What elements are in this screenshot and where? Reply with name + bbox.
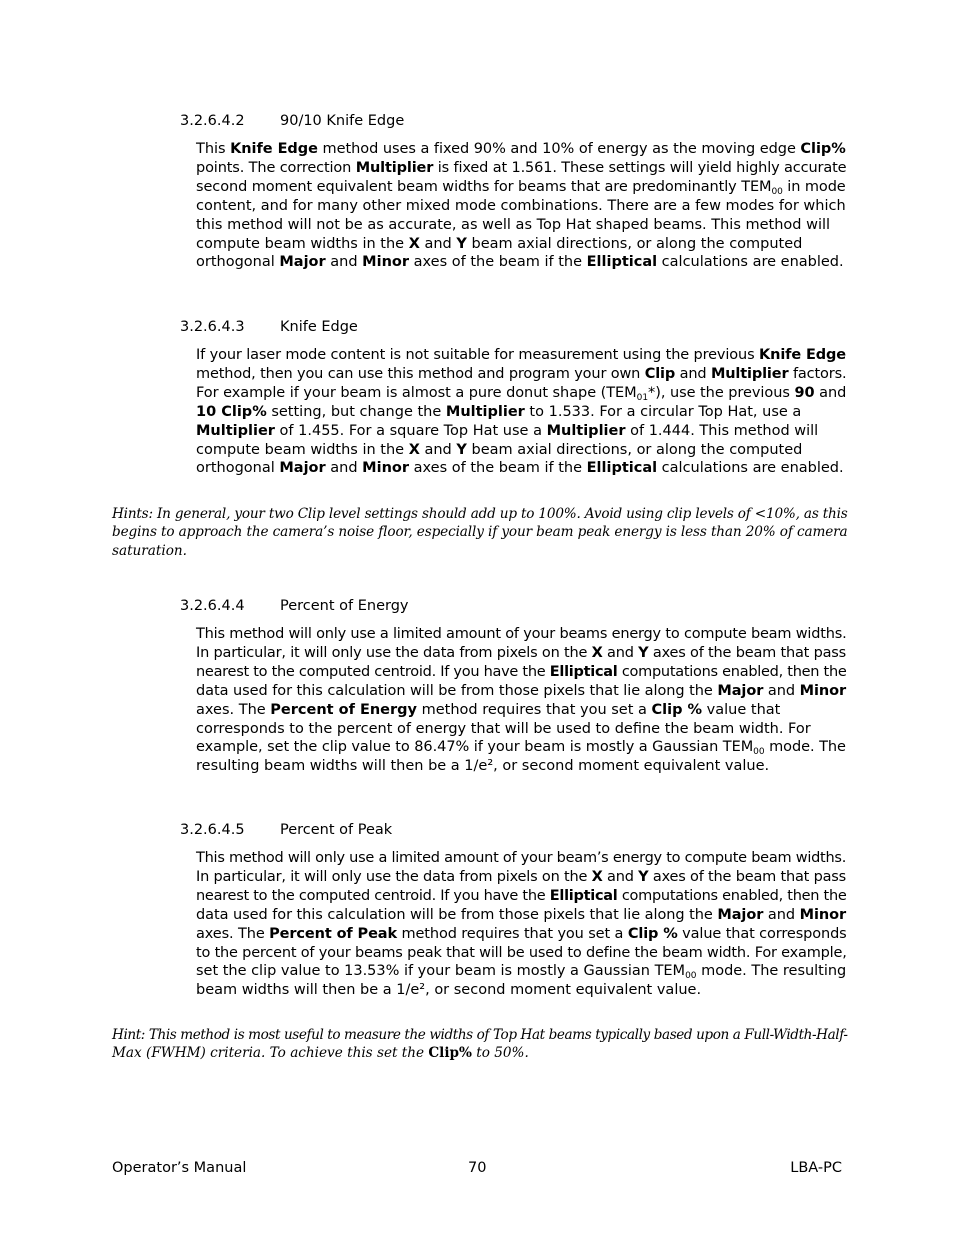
text-line (196, 422, 846, 441)
text-run: and (602, 644, 639, 661)
text-line (196, 868, 846, 887)
text-line (196, 738, 846, 757)
text-run: computations enabled, then the (617, 887, 847, 904)
bold-term: Multiplier (355, 159, 434, 176)
text-run: and (763, 682, 800, 699)
bold-term: X (408, 441, 420, 458)
text-run: of 1.455. For a square Top Hat use a (274, 422, 547, 439)
bold-term: Minor (799, 906, 847, 923)
text-run: to 50%. (471, 1045, 529, 1062)
bold-term: Minor (362, 254, 410, 271)
text-run: method requires that you set a (417, 701, 652, 718)
text-run: and (814, 384, 847, 401)
text-run: resulting beam widths will then be a 1/e², or second moment equivalent value. (196, 758, 770, 775)
bold-term: Clip % (627, 925, 678, 942)
text-run: orthogonal (196, 254, 280, 271)
footer-manual-title: Operator’s Manual (112, 1160, 247, 1176)
text-run: and (419, 235, 457, 252)
text-run: of 1.444. This method will (625, 422, 819, 439)
text-line (196, 720, 846, 739)
text-line (112, 505, 847, 523)
bold-term: Multiplier (196, 422, 275, 439)
section-title: 90/10 Knife Edge (280, 113, 405, 129)
text-run: beam axial directions, or along the computed (466, 235, 803, 252)
text-line (196, 906, 846, 925)
text-run: This (196, 141, 231, 157)
text-run: For example if your beam is almost a pure donut shape (TEM (196, 384, 637, 401)
text-line (196, 944, 846, 963)
bold-term: Elliptical (549, 663, 618, 680)
text-run: beam axial directions, or along the computed (466, 441, 803, 458)
text-run: compute beam widths in the (196, 235, 409, 252)
bold-term: X (408, 235, 420, 252)
text-run: calculations are enabled. (657, 460, 844, 477)
text-line (196, 403, 846, 422)
section-heading-percent-of-peak (180, 821, 392, 840)
bold-term: Major (279, 460, 326, 477)
text-run: mode. The (764, 739, 846, 756)
text-line (112, 542, 847, 560)
text-line (196, 962, 846, 981)
text-run: In particular, it will only use the data from pixels on the (196, 644, 592, 661)
bold-term: Y (638, 644, 649, 661)
text-line (196, 682, 846, 701)
text-run: nearest to the computed centroid. If you have the (196, 663, 550, 680)
text-run: axes of the beam that pass (648, 868, 847, 885)
section-body-percent-of-peak (196, 849, 846, 1000)
text-run: method requires that you set a (396, 925, 628, 942)
section-title: Knife Edge (280, 319, 358, 335)
text-run: This method will only use a limited amount of your beam’s energy to compute beam widths. (196, 850, 847, 866)
text-run: axes of the beam if the (409, 254, 587, 271)
bold-term: 90 (794, 384, 815, 401)
bold-term: Clip% (800, 141, 846, 157)
text-line (196, 644, 846, 663)
hint-fwhm (112, 1026, 847, 1063)
text-line (196, 178, 846, 197)
text-run: data used for this calculation will be from those pixels that lie along the (196, 682, 718, 699)
text-run: example, set the clip value to 86.47% if your beam is mostly a Gaussian TEM (196, 739, 754, 756)
text-run: If your laser mode content is not suitable for measurement using the previous (196, 347, 760, 363)
text-run: begins to approach the camera’s noise floor, especially if your beam peak energy is less than 20% of camera (112, 524, 848, 541)
bold-term: Knife Edge (759, 347, 846, 363)
text-run: method, then you can use this method and program your own (196, 365, 645, 382)
bold-term: Y (456, 235, 467, 252)
text-run: and (419, 441, 457, 458)
section-number: 3.2.6.4.3 (180, 319, 245, 335)
section-heading-percent-of-energy (180, 597, 409, 616)
section-heading-knife-edge (180, 318, 358, 337)
text-run: Max (FWHM) criteria. To achieve this set the (112, 1045, 429, 1062)
text-line (196, 346, 846, 365)
text-run: beam widths will then be a 1/e², or second moment equivalent value. (196, 982, 702, 999)
section-title: Percent of Energy (280, 598, 409, 614)
text-line (196, 981, 846, 1000)
bold-term: Percent of Peak (269, 925, 397, 942)
text-line (196, 253, 846, 272)
text-run: calculations are enabled. (657, 254, 844, 271)
text-run: setting, but change the (266, 403, 446, 420)
bold-term: Elliptical (549, 887, 618, 904)
bold-term: Multiplier (546, 422, 626, 439)
bold-term: Knife Edge (230, 141, 318, 157)
text-run: method uses a fixed 90% and 10% of energy as the moving edge (317, 141, 801, 157)
text-run: is fixed at 1.561. These settings will yield highly accurate (433, 159, 847, 176)
text-run: in mode (782, 178, 846, 195)
bold-term: Major (717, 906, 764, 923)
text-line (196, 757, 846, 776)
text-run: Hint: This method is most useful to measure the widths of Top Hat beams typically based upon a Full-Width-Half- (112, 1027, 848, 1043)
text-run: This method will only use a limited amount of your beams energy to compute beam widths. (196, 626, 847, 642)
bold-term: X (591, 644, 603, 661)
text-line (196, 140, 846, 159)
text-run: orthogonal (196, 460, 280, 477)
bold-term: Y (456, 441, 467, 458)
text-line (196, 459, 846, 478)
text-line (196, 441, 846, 460)
bold-term: Major (717, 682, 764, 699)
text-line (196, 159, 846, 178)
section-body-knife-edge (196, 346, 846, 478)
text-run: value that corresponds (677, 925, 847, 942)
text-run: and (325, 460, 363, 477)
bold-term: Multiplier (445, 403, 525, 420)
text-run: and (325, 254, 363, 271)
section-body-90-10-knife-edge (196, 140, 846, 272)
text-line (196, 216, 846, 235)
text-line (112, 1026, 847, 1044)
bold-term: Multiplier (710, 365, 789, 382)
text-line (196, 701, 846, 720)
subscript: 01 (636, 392, 649, 403)
section-number: 3.2.6.4.2 (180, 113, 245, 129)
text-run: axes of the beam that pass (648, 644, 847, 661)
section-heading-90-10-knife-edge (180, 112, 404, 131)
bold-term: Minor (799, 682, 847, 699)
text-run: nearest to the computed centroid. If you have the (196, 887, 550, 904)
text-run: points. The correction (196, 159, 356, 176)
bold-term: Elliptical (586, 460, 658, 477)
text-line (196, 663, 846, 682)
text-line (112, 1044, 847, 1062)
bold-term: X (591, 868, 603, 885)
text-run: *), use the previous (648, 384, 795, 401)
text-line (196, 235, 846, 254)
bold-term: Minor (362, 460, 410, 477)
subscript: 00 (771, 186, 783, 197)
text-run: data used for this calculation will be from those pixels that lie along the (196, 906, 718, 923)
bold-term: Clip% (428, 1045, 472, 1062)
text-line (112, 523, 847, 541)
bold-term: Clip (644, 365, 676, 382)
hint-clip-levels (112, 505, 847, 560)
text-run: computations enabled, then the (617, 663, 847, 680)
bold-term: Clip % (651, 701, 703, 718)
footer-product-name: LBA-PC (790, 1160, 842, 1176)
subscript: 00 (685, 971, 697, 982)
section-number: 3.2.6.4.4 (180, 598, 245, 614)
text-run: to 1.533. For a circular Top Hat, use a (524, 403, 802, 420)
bold-term: Major (279, 254, 326, 271)
subscript: 00 (753, 747, 765, 758)
text-run: this method will not be as accurate, as well as Top Hat shaped beams. This method will (196, 216, 831, 233)
page-footer (112, 1160, 842, 1180)
text-line (196, 887, 846, 906)
text-run: factors. (788, 365, 847, 382)
text-run: content, and for many other mixed mode combinations. There are a few modes for which (196, 197, 846, 214)
text-run: compute beam widths in the (196, 441, 409, 458)
text-run: set the clip value to 13.53% if your beam is mostly a Gaussian TEM (196, 963, 686, 980)
text-run: value that (702, 701, 781, 718)
text-run: axes of the beam if the (409, 460, 587, 477)
text-run: and (763, 906, 800, 923)
text-run: corresponds to the percent of energy that will be used to define the beam width. For (196, 720, 811, 737)
bold-term: Elliptical (586, 254, 658, 271)
text-line (196, 625, 846, 644)
text-line (196, 384, 846, 403)
section-number: 3.2.6.4.5 (180, 822, 245, 838)
text-line (196, 925, 846, 944)
text-run: axes. The (196, 701, 271, 718)
text-run: and (675, 365, 711, 382)
text-run: saturation. (112, 542, 187, 559)
bold-term: 10 Clip% (196, 403, 267, 420)
text-run: Hints: In general, your two Clip level settings should add up to 100%. Avoid using clip levels of <10%, as this (112, 506, 848, 522)
text-run: mode. The resulting (696, 963, 847, 980)
bold-term: Y (638, 868, 649, 885)
page-number: 70 (468, 1160, 487, 1176)
text-run: to the percent of your beams peak that will be used to define the beam width. For example, (196, 944, 847, 961)
text-line (196, 365, 846, 384)
text-line (196, 197, 846, 216)
text-line (196, 849, 846, 868)
text-run: In particular, it will only use the data from pixels on the (196, 868, 592, 885)
section-body-percent-of-energy (196, 625, 846, 776)
text-run: second moment equivalent beam widths for beams that are predominantly TEM (196, 178, 772, 195)
bold-term: Percent of Energy (270, 701, 418, 718)
section-title: Percent of Peak (280, 822, 393, 838)
text-run: axes. The (196, 925, 270, 942)
text-run: and (602, 868, 639, 885)
